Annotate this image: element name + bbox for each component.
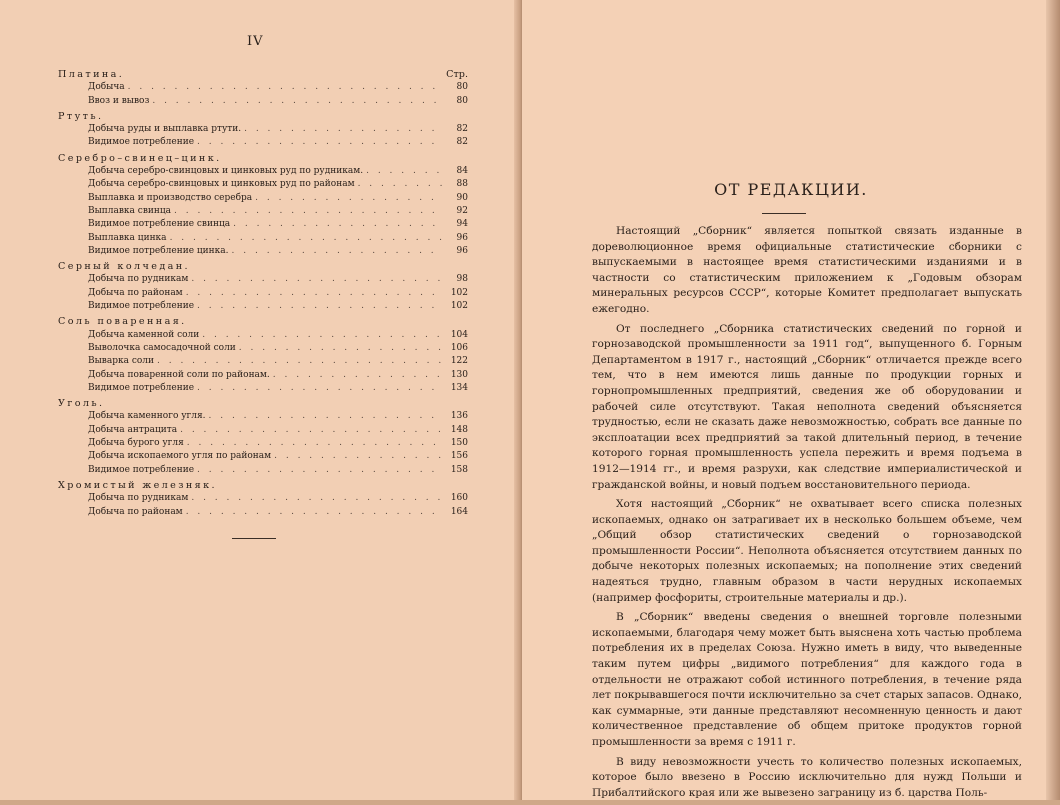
toc-entry-page: 102 bbox=[450, 301, 468, 312]
toc-entry-page: 158 bbox=[450, 464, 468, 475]
toc-entry-label: Видимое потребление bbox=[88, 301, 195, 312]
paragraph: От последнего „Сборника статистических сведений по горной и горнозаводской промышленности за 1911 год“, выпущенного б. Горным Департаментом в 1917 г., настоящий „Сборник“ отличается прежде всего тем, что в нем имеются лишь данные по продукции горных и горнопромышленных предприятий, сведения же об оборудовании и рабочей силе отсутствуют. Такая неполнота сведений объясняется трудностью, если не сказать даже невозможностью, собрать все данные по эксплоатации всех предприятий за такой длительный период, в течение которого горная промышленность успела пережить и время подъема в 1912—1914 гг., и время разрухи, как следствие империалистической и гражданской войны, и новый подъем восстановительного периода. bbox=[592, 322, 1022, 491]
toc-entry bbox=[58, 506, 468, 519]
toc-section-title bbox=[58, 260, 468, 273]
section-label: Ртуть. bbox=[58, 110, 104, 122]
leader-dots bbox=[157, 355, 443, 368]
section-label: Хромистый железняк. bbox=[58, 479, 217, 491]
section-label: Платина. bbox=[58, 69, 125, 80]
toc-entry-label: Выварка соли bbox=[88, 356, 154, 367]
toc-entry bbox=[58, 369, 468, 382]
toc-section-title bbox=[58, 397, 468, 410]
toc-section-title bbox=[58, 110, 468, 123]
toc-entry-label: Добыча по районам bbox=[88, 287, 183, 298]
toc-entry bbox=[58, 165, 468, 178]
toc-entry-page: 136 bbox=[450, 411, 468, 422]
leader-dots bbox=[202, 329, 443, 342]
paragraph: В виду невозможности учесть то количество полезных ископаемых, которое было ввезено в Россию исключительно для нужд Польши и Прибалтийского края или же вывезено заграницу из б. царства Поль- bbox=[592, 755, 1022, 799]
toc-entry bbox=[58, 464, 468, 477]
toc-entry-label: Выплавка цинка bbox=[88, 232, 167, 243]
body-text bbox=[592, 224, 1022, 805]
leader-dots bbox=[186, 287, 443, 300]
toc-entry-page: 82 bbox=[456, 124, 468, 135]
toc-entry-label: Выволочка самосадочной соли bbox=[88, 342, 236, 353]
toc-entry bbox=[58, 410, 468, 423]
toc-entry bbox=[58, 329, 468, 342]
leader-dots bbox=[187, 437, 443, 450]
toc-entry bbox=[58, 382, 468, 395]
toc-entry-label: Добыча серебро-свинцовых и цинковых руд по районам bbox=[88, 179, 355, 190]
table-of-contents bbox=[58, 66, 468, 519]
toc-entry-page: 122 bbox=[450, 356, 468, 367]
leader-dots bbox=[180, 424, 443, 437]
toc-entry-label: Выплавка и производство серебра bbox=[88, 192, 253, 203]
toc-entry bbox=[58, 437, 468, 450]
leader-dots bbox=[233, 218, 443, 231]
paragraph: Хотя настоящий „Сборник“ не охватывает всего списка полезных ископаемых, однако он затрагивает их в несколько большем объеме, чем „Общий обзор статистических сведений о горнозаводской промышленности России“. Неполнота объясняется отсутствием данных по добыче некоторых полезных ископаемых; на пополнение этих сведений надеяться трудно, главным образом в части нерудных ископаемых (например фосфориты, строительные материалы и др.). bbox=[592, 498, 1022, 604]
section-label: Серебро–свинец–цинк. bbox=[58, 152, 222, 164]
toc-entry-label: Добыча бурого угля bbox=[88, 438, 184, 449]
toc-entry-label: Добыча bbox=[88, 82, 125, 93]
leader-dots bbox=[197, 300, 443, 313]
toc-entry-page: 160 bbox=[450, 493, 468, 504]
toc-entry-page: 164 bbox=[450, 506, 468, 517]
divider-rule bbox=[232, 538, 276, 539]
toc-entry-label: Добыча каменной соли bbox=[88, 329, 200, 340]
toc-entry bbox=[58, 178, 468, 191]
toc-entry bbox=[58, 450, 468, 463]
left-page bbox=[0, 0, 518, 800]
toc-entry-page: 130 bbox=[450, 369, 468, 380]
toc-entry-page: 80 bbox=[456, 95, 468, 106]
toc-section-title bbox=[58, 315, 468, 328]
toc-entry bbox=[58, 218, 468, 231]
section-label: Серный колчедан. bbox=[58, 261, 190, 273]
leader-dots bbox=[197, 464, 443, 477]
toc-entry-page: 102 bbox=[450, 287, 468, 298]
toc-entry-label: Видимое потребление свинца bbox=[88, 219, 231, 230]
toc-entry-label: Выплавка свинца bbox=[88, 205, 172, 216]
leader-dots bbox=[274, 450, 443, 463]
leader-dots bbox=[170, 232, 443, 245]
toc-entry-label: Видимое потребление bbox=[88, 137, 195, 148]
toc-entry bbox=[58, 245, 468, 258]
leader-dots bbox=[255, 192, 443, 205]
page-column-header: Стр. bbox=[446, 69, 468, 80]
toc-section-title bbox=[58, 479, 468, 492]
toc-entry-label: Ввоз и вывоз bbox=[88, 95, 150, 106]
toc-entry-page: 92 bbox=[456, 205, 468, 216]
page-number: IV bbox=[247, 34, 264, 49]
section-label: Уголь. bbox=[58, 398, 105, 410]
toc-entry-label: Добыча по районам bbox=[88, 506, 183, 517]
toc-entry-label: Добыча по рудникам bbox=[88, 493, 189, 504]
toc-entry bbox=[58, 424, 468, 437]
toc-entry bbox=[58, 232, 468, 245]
page-title: ОТ РЕДАКЦИИ. bbox=[714, 180, 868, 199]
toc-entry-label: Видимое потребление bbox=[88, 464, 195, 475]
toc-entry-page: 106 bbox=[450, 342, 468, 353]
toc-entry bbox=[58, 355, 468, 368]
leader-dots bbox=[191, 492, 443, 505]
toc-entry-page: 148 bbox=[450, 424, 468, 435]
toc-entry bbox=[58, 492, 468, 505]
toc-entry-label: Добыча серебро-свинцовых и цинковых руд по рудникам. bbox=[88, 166, 364, 177]
toc-entry-page: 90 bbox=[456, 192, 468, 203]
leader-dots bbox=[358, 178, 443, 191]
toc-entry-label: Добыча по рудникам bbox=[88, 274, 189, 285]
toc-entry bbox=[58, 192, 468, 205]
toc-entry-page: 96 bbox=[456, 245, 468, 256]
leader-dots bbox=[128, 81, 443, 94]
leader-dots bbox=[191, 273, 443, 286]
leader-dots bbox=[273, 369, 443, 382]
toc-entry-page: 98 bbox=[456, 274, 468, 285]
toc-entry bbox=[58, 273, 468, 286]
toc-entry-page: 150 bbox=[450, 438, 468, 449]
toc-entry-label: Видимое потребление цинка. bbox=[88, 245, 229, 256]
leader-dots bbox=[197, 136, 443, 149]
toc-entry-page: 94 bbox=[456, 219, 468, 230]
leader-dots bbox=[174, 205, 443, 218]
toc-entry-page: 104 bbox=[450, 329, 468, 340]
toc-entry-label: Добыча ископаемого угля по районам bbox=[88, 451, 272, 462]
toc-entry-label: Добыча поваренной соли по районам. bbox=[88, 369, 270, 380]
leader-dots bbox=[239, 342, 443, 355]
toc-entry bbox=[58, 123, 468, 136]
leader-dots bbox=[152, 95, 443, 108]
toc-entry-label: Добыча каменного угля. bbox=[88, 411, 206, 422]
toc-entry bbox=[58, 205, 468, 218]
toc-section-title bbox=[58, 152, 468, 165]
section-label: Соль поваренная. bbox=[58, 316, 187, 328]
toc-entry bbox=[58, 81, 468, 94]
paragraph: В „Сборник“ введены сведения о внешней торговле полезными ископаемыми, благодаря чему может быть выяснена хоть частью проблема потребления их в пределах Союза. Нужно иметь в виду, что выведенные таким путем цифры „видимого потребления“ для каждого года в отдельности не отражают собой истинного потребления, в течение ряда лет покрывавшегося почти исключительно за счет старых запасов. Однако, как суммарные, эти данные представляют несомненную ценность и дают количественное представление об общем притоке продуктов горной промышленности за время с 1911 г. bbox=[592, 611, 1022, 748]
toc-entry-page: 80 bbox=[456, 82, 468, 93]
leader-dots bbox=[197, 382, 443, 395]
toc-entry-page: 82 bbox=[456, 137, 468, 148]
right-page bbox=[522, 0, 1060, 800]
leader-dots bbox=[232, 245, 443, 258]
toc-section-title bbox=[58, 68, 468, 81]
toc-entry-label: Добыча руды и выплавка ртути. bbox=[88, 124, 242, 135]
toc-entry bbox=[58, 136, 468, 149]
paragraph: Настоящий „Сборник“ является попыткой связать изданные в дореволюционное время официальные статистические сборники с выпускаемыми в настоящее время статистическими изданиями и в частности со статистическим приложением к „Годовым обзорам минеральных ресурсов СССР“, которые Комитет предполагает выпускать ежегодно. bbox=[592, 225, 1022, 315]
toc-entry bbox=[58, 342, 468, 355]
toc-entry-label: Добыча антрацита bbox=[88, 424, 178, 435]
title-divider bbox=[762, 213, 806, 214]
leader-dots bbox=[244, 123, 443, 136]
leader-dots bbox=[366, 165, 443, 178]
toc-entry-label: Видимое потребление bbox=[88, 382, 195, 393]
leader-dots bbox=[209, 410, 444, 423]
toc-entry bbox=[58, 287, 468, 300]
toc-entry-page: 84 bbox=[456, 166, 468, 177]
toc-entry-page: 96 bbox=[456, 232, 468, 243]
toc-entry-page: 88 bbox=[456, 179, 468, 190]
leader-dots bbox=[186, 506, 443, 519]
toc-entry-page: 134 bbox=[450, 382, 468, 393]
toc-entry bbox=[58, 300, 468, 313]
page-edge bbox=[1046, 0, 1060, 800]
toc-entry-page: 156 bbox=[450, 451, 468, 462]
toc-entry bbox=[58, 95, 468, 108]
